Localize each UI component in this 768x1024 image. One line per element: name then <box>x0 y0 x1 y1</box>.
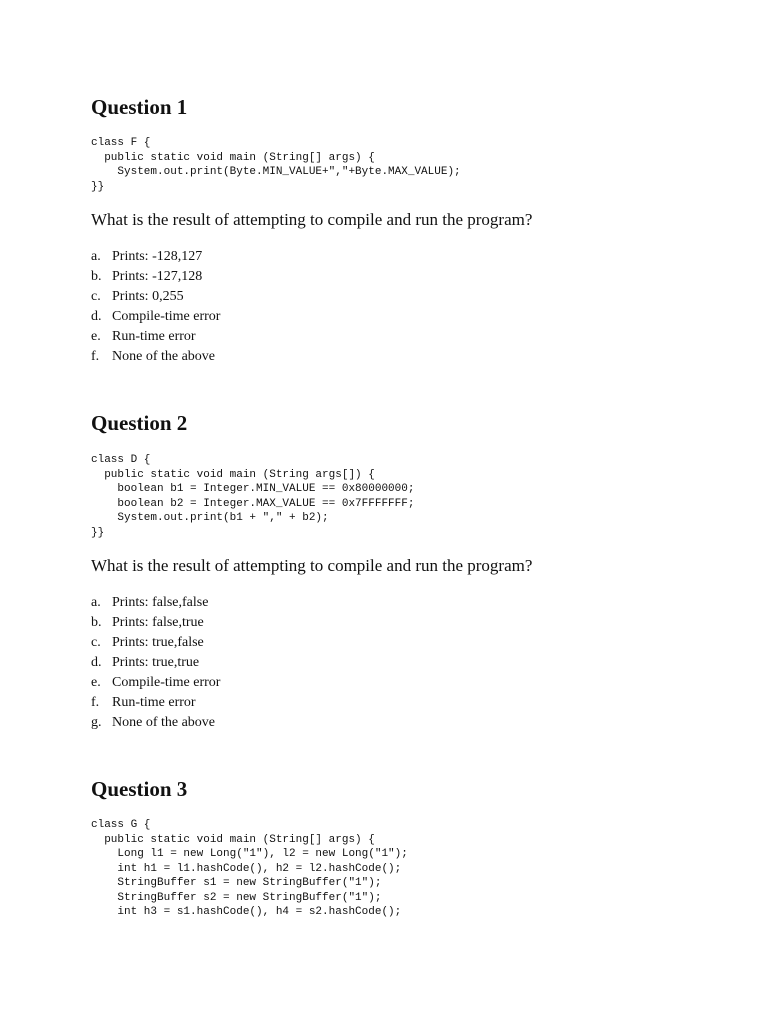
answer-option <box>91 653 731 673</box>
option-letter: d. <box>91 655 102 670</box>
option-letter: a. <box>91 595 101 610</box>
option-text: Prints: true,false <box>112 635 204 650</box>
option-letter: g. <box>91 715 102 730</box>
option-letter: f. <box>91 349 100 364</box>
option-text: Prints: -127,128 <box>112 269 203 284</box>
option-letter: c. <box>91 289 101 304</box>
answer-option <box>91 347 731 367</box>
answer-option <box>91 327 731 347</box>
question-title: Question 2 <box>91 411 188 435</box>
option-letter: d. <box>91 309 102 324</box>
answer-options <box>91 593 731 733</box>
option-text: Compile-time error <box>112 309 221 324</box>
option-text: Prints: false,true <box>112 615 204 630</box>
answer-option <box>91 267 731 287</box>
option-text: Run-time error <box>112 329 196 344</box>
code-snippet: class F { public static void main (String[] args) { System.out.print(Byte.MIN_VALUE+","+Byte.MAX_VALUE); }} <box>91 137 461 193</box>
question-title: Question 3 <box>91 777 188 801</box>
option-letter: b. <box>91 615 102 630</box>
answer-option <box>91 307 731 327</box>
answer-option <box>91 613 731 633</box>
question-2 <box>91 411 731 733</box>
option-text: Prints: 0,255 <box>112 289 184 304</box>
option-letter: c. <box>91 635 101 650</box>
question-prompt: What is the result of attempting to compile and run the program? <box>91 556 533 575</box>
option-text: Prints: false,false <box>112 595 209 610</box>
option-letter: b. <box>91 269 102 284</box>
option-text: None of the above <box>112 715 216 730</box>
answer-option <box>91 693 731 713</box>
option-letter: e. <box>91 675 101 690</box>
answer-option <box>91 247 731 267</box>
answer-option <box>91 593 731 613</box>
option-text: Run-time error <box>112 695 196 710</box>
option-letter: e. <box>91 329 101 344</box>
answer-option <box>91 673 731 693</box>
question-3 <box>91 777 731 920</box>
answer-option <box>91 287 731 307</box>
code-snippet: class D { public static void main (String args[]) { boolean b1 = Integer.MIN_VALUE == 0x80000000; boolean b2 = Integer.MAX_VALUE == 0x7FFFFFFF; System.out.print(b1 + "," + b2); }} <box>91 454 415 539</box>
code-snippet: class G { public static void main (String[] args) { Long l1 = new Long("1"), l2 = new Long("1"); int h1 = l1.hashCode(), h2 = l2.hashCode(); StringBuffer s1 = new StringBuffer("1"); StringBuffer s2 = new StringBuffer("1"); int h3 = s1.hashCode(), h4 = s2.hashCode(); <box>91 819 408 918</box>
option-text: Prints: -128,127 <box>112 249 203 264</box>
answer-option <box>91 633 731 653</box>
question-1 <box>91 95 731 367</box>
option-letter: f. <box>91 695 100 710</box>
option-text: None of the above <box>112 349 216 364</box>
option-text: Prints: true,true <box>112 655 200 670</box>
option-letter: a. <box>91 249 101 264</box>
question-prompt: What is the result of attempting to compile and run the program? <box>91 210 533 229</box>
answer-options <box>91 247 731 367</box>
question-title: Question 1 <box>91 95 188 119</box>
answer-option <box>91 713 731 733</box>
option-text: Compile-time error <box>112 675 221 690</box>
